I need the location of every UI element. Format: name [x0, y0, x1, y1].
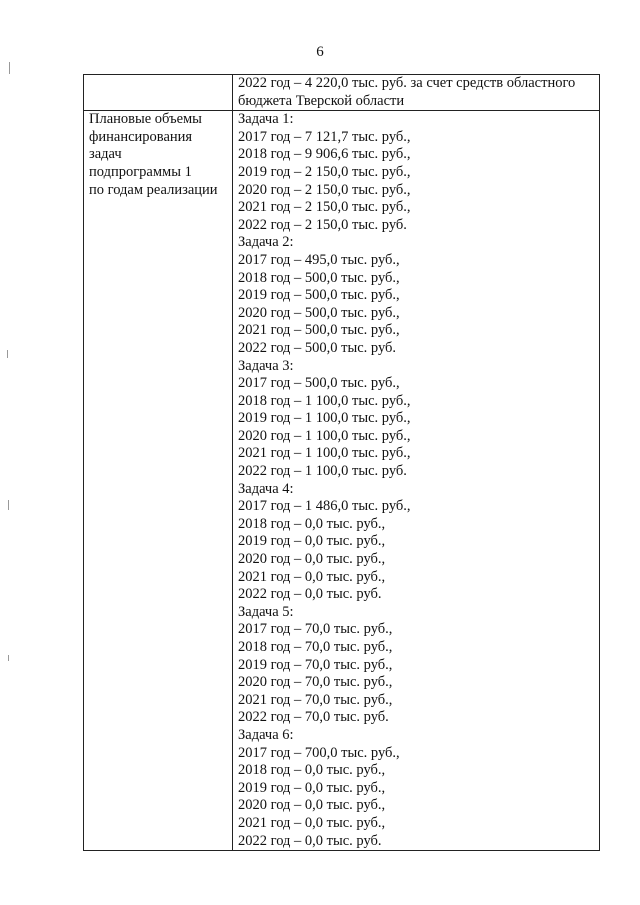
task-title: Задача 3:	[238, 357, 294, 374]
task-year-line: 2019 год – 0,0 тыс. руб.,	[238, 779, 386, 796]
task-year-line: 2021 год – 70,0 тыс. руб.,	[238, 691, 393, 708]
task-title: Задача 1:	[238, 111, 294, 128]
task-year-line: 2021 год – 0,0 тыс. руб.,	[238, 814, 386, 831]
task-year-line: 2020 год – 1 100,0 тыс. руб.,	[238, 427, 411, 444]
task-year-line: 2019 год – 1 100,0 тыс. руб.,	[238, 410, 411, 427]
task-year-line: 2022 год – 500,0 тыс. руб.	[238, 339, 397, 356]
empty-label-cell	[84, 75, 233, 111]
scan-artifact	[9, 62, 10, 74]
task-block-4	[238, 481, 595, 604]
task-title: Задача 6:	[238, 726, 294, 743]
task-year-line: 2019 год – 2 150,0 тыс. руб.,	[238, 163, 411, 180]
label-line: по годам реализации	[89, 181, 218, 198]
label-line: задач	[89, 146, 122, 163]
label-line: подпрограммы 1	[89, 163, 192, 180]
task-year-line: 2020 год – 0,0 тыс. руб.,	[238, 551, 386, 568]
task-block-2	[238, 234, 595, 357]
page-number: 6	[316, 44, 324, 60]
label-line: финансирования	[89, 128, 193, 145]
scan-artifact	[7, 350, 8, 358]
task-year-line: 2019 год – 70,0 тыс. руб.,	[238, 656, 393, 673]
task-year-line: 2018 год – 1 100,0 тыс. руб.,	[238, 392, 411, 409]
task-block-1	[238, 111, 595, 234]
task-year-line: 2022 год – 1 100,0 тыс. руб.	[238, 463, 407, 480]
task-title: Задача 2:	[238, 234, 294, 251]
task-year-line: 2021 год – 500,0 тыс. руб.,	[238, 322, 400, 339]
task-year-line: 2022 год – 2 150,0 тыс. руб.	[238, 216, 407, 233]
table-row-financing	[84, 111, 600, 851]
task-year-line: 2021 год – 0,0 тыс. руб.,	[238, 568, 386, 585]
label-line: Плановые объемы	[89, 111, 202, 128]
task-year-line: 2020 год – 2 150,0 тыс. руб.,	[238, 181, 411, 198]
task-block-6	[238, 727, 595, 850]
task-title: Задача 5:	[238, 603, 294, 620]
task-year-line: 2017 год – 495,0 тыс. руб.,	[238, 251, 400, 268]
table-row-continuation	[84, 75, 600, 111]
task-year-line: 2017 год – 70,0 тыс. руб.,	[238, 621, 393, 638]
task-year-line: 2020 год – 0,0 тыс. руб.,	[238, 797, 386, 814]
financing-table	[83, 74, 600, 851]
task-year-line: 2017 год – 1 486,0 тыс. руб.,	[238, 498, 411, 515]
task-year-line: 2017 год – 7 121,7 тыс. руб.,	[238, 128, 411, 145]
task-year-line: 2018 год – 500,0 тыс. руб.,	[238, 269, 400, 286]
task-year-line: 2019 год – 0,0 тыс. руб.,	[238, 533, 386, 550]
scan-artifact	[8, 655, 9, 661]
task-year-line: 2021 год – 1 100,0 тыс. руб.,	[238, 445, 411, 462]
label-cell	[84, 111, 233, 851]
task-year-line: 2020 год – 70,0 тыс. руб.,	[238, 674, 393, 691]
task-year-line: 2018 год – 9 906,6 тыс. руб.,	[238, 146, 411, 163]
task-year-line: 2022 год – 0,0 тыс. руб.	[238, 832, 382, 849]
task-year-line: 2017 год – 500,0 тыс. руб.,	[238, 375, 400, 392]
task-year-line: 2018 год – 0,0 тыс. руб.,	[238, 762, 386, 779]
task-year-line: 2022 год – 70,0 тыс. руб.	[238, 709, 389, 726]
task-block-5	[238, 604, 595, 727]
task-year-line: 2017 год – 700,0 тыс. руб.,	[238, 744, 400, 761]
task-year-line: 2018 год – 0,0 тыс. руб.,	[238, 515, 386, 532]
continuation-text: 2022 год – 4 220,0 тыс. руб. за счет средств областного бюджета Тверской области	[238, 75, 576, 109]
task-year-line: 2020 год – 500,0 тыс. руб.,	[238, 304, 400, 321]
tasks-cell	[233, 111, 600, 851]
task-year-line: 2021 год – 2 150,0 тыс. руб.,	[238, 199, 411, 216]
task-year-line: 2018 год – 70,0 тыс. руб.,	[238, 639, 393, 655]
continuation-cell	[233, 75, 600, 111]
task-year-line: 2022 год – 0,0 тыс. руб.	[238, 586, 382, 603]
task-block-3	[238, 358, 595, 481]
scan-artifact	[8, 500, 9, 510]
task-year-line: 2019 год – 500,0 тыс. руб.,	[238, 287, 400, 304]
task-title: Задача 4:	[238, 480, 294, 497]
